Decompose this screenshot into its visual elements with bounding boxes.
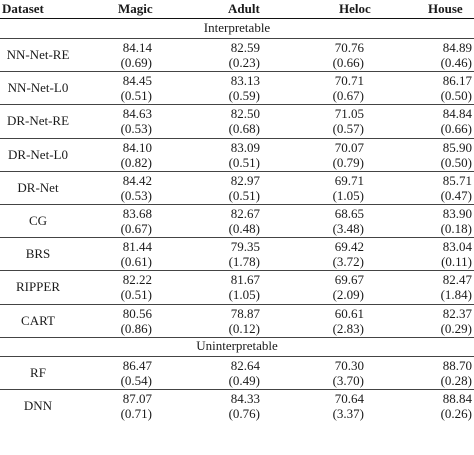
score-value: 82.47 — [442, 272, 472, 288]
score-value: 70.07 — [334, 139, 364, 155]
score-std: (0.46) — [440, 55, 472, 70]
score-value: 84.10 — [122, 139, 152, 155]
column-header: Dataset — [2, 1, 44, 16]
section-label: Uninterpretable — [196, 337, 278, 353]
score-value: 82.37 — [442, 305, 472, 321]
row-rule — [0, 270, 474, 271]
score-std: (2.83) — [332, 320, 364, 336]
score-std: (0.68) — [228, 121, 260, 137]
score-value: 88.70 — [442, 357, 472, 373]
score-std: (0.23) — [228, 55, 260, 70]
score-std: (0.61) — [120, 254, 152, 270]
score-std: (0.29) — [440, 320, 472, 336]
score-std: (0.67) — [332, 88, 364, 104]
score-value: 83.90 — [442, 206, 472, 221]
score-value: 82.22 — [122, 272, 152, 288]
score-std: (0.26) — [440, 406, 472, 421]
score-value: 70.71 — [334, 73, 364, 89]
column-header: Magic — [118, 1, 153, 16]
score-std: (0.76) — [228, 406, 260, 421]
score-std: (1.84) — [440, 287, 472, 303]
score-value: 80.56 — [122, 305, 152, 321]
model-name: CG — [28, 213, 48, 228]
column-header: Adult — [228, 1, 260, 16]
score-std: (3.48) — [332, 221, 364, 236]
section-rule — [0, 38, 474, 39]
score-value: 84.14 — [122, 40, 152, 55]
score-std: (0.18) — [440, 221, 472, 236]
score-std: (1.05) — [332, 187, 364, 203]
score-value: 82.64 — [230, 357, 260, 373]
score-value: 88.84 — [442, 391, 472, 406]
score-value: 70.76 — [334, 40, 364, 55]
score-value: 84.89 — [442, 40, 472, 55]
score-std: (3.37) — [332, 406, 364, 421]
score-std: (1.78) — [228, 254, 260, 270]
column-header: House — [428, 1, 463, 16]
score-std: (0.48) — [228, 221, 260, 236]
score-std: (0.51) — [228, 154, 260, 170]
model-name: RF — [30, 364, 46, 380]
score-value: 81.44 — [122, 239, 152, 255]
score-value: 84.45 — [122, 73, 152, 89]
score-std: (0.12) — [228, 320, 260, 336]
score-value: 83.04 — [442, 239, 472, 255]
score-value: 86.17 — [442, 73, 472, 89]
score-value: 82.59 — [230, 40, 260, 55]
score-std: (0.51) — [120, 287, 152, 303]
score-std: (0.71) — [120, 406, 152, 421]
score-value: 82.50 — [230, 106, 260, 122]
score-std: (0.59) — [228, 88, 260, 104]
score-value: 84.33 — [230, 391, 260, 406]
score-value: 69.42 — [334, 239, 364, 255]
score-value: 82.97 — [230, 172, 260, 188]
score-std: (0.67) — [120, 221, 152, 236]
score-std: (0.53) — [120, 187, 152, 203]
score-std: (0.53) — [120, 121, 152, 137]
score-value: 83.09 — [230, 139, 260, 155]
score-value: 79.35 — [230, 239, 260, 255]
score-std: (0.82) — [120, 154, 152, 170]
header-rule — [0, 18, 474, 19]
score-std: (1.05) — [228, 287, 260, 303]
model-name: DR-Net — [17, 179, 59, 195]
score-value: 71.05 — [334, 106, 364, 122]
score-value: 69.71 — [334, 172, 364, 188]
score-std: (0.28) — [440, 372, 472, 388]
score-std: (0.47) — [440, 187, 472, 203]
score-value: 82.67 — [230, 206, 260, 221]
row-rule — [0, 237, 474, 238]
score-value: 85.71 — [442, 172, 472, 188]
score-value: 84.84 — [442, 106, 472, 122]
model-name: DR-Net-L0 — [8, 146, 68, 162]
score-value: 60.61 — [334, 305, 364, 321]
section-rule — [0, 356, 474, 357]
model-name: CART — [21, 312, 55, 328]
score-std: (0.66) — [332, 55, 364, 70]
score-std: (0.50) — [440, 88, 472, 104]
score-std: (2.09) — [332, 287, 364, 303]
score-value: 78.87 — [230, 305, 260, 321]
model-name: DR-Net-RE — [6, 113, 70, 129]
section-label: Interpretable — [203, 20, 271, 35]
score-value: 68.65 — [334, 206, 364, 221]
score-value: 83.13 — [230, 73, 260, 89]
model-name: DNN — [23, 398, 53, 413]
score-std: (0.86) — [120, 320, 152, 336]
score-value: 70.64 — [334, 391, 364, 406]
row-rule — [0, 204, 474, 205]
model-name: BRS — [25, 246, 51, 262]
model-name: RIPPER — [15, 279, 61, 295]
model-name: NN-Net-RE — [6, 47, 70, 62]
model-name: NN-Net-L0 — [7, 80, 69, 96]
score-value: 84.63 — [122, 106, 152, 122]
score-std: (0.11) — [441, 254, 472, 270]
score-value: 81.67 — [230, 272, 260, 288]
score-value: 86.47 — [122, 357, 152, 373]
row-rule — [0, 71, 474, 72]
score-std: (0.51) — [228, 187, 260, 203]
score-value: 84.42 — [122, 172, 152, 188]
score-std: (0.50) — [440, 154, 472, 170]
score-std: (0.54) — [120, 372, 152, 388]
column-header: Heloc — [339, 1, 371, 16]
score-std: (0.66) — [440, 121, 472, 137]
score-std: (3.70) — [332, 372, 364, 388]
score-std: (0.49) — [228, 372, 260, 388]
row-rule — [0, 104, 474, 105]
score-value: 83.68 — [122, 206, 152, 221]
score-value: 70.30 — [334, 357, 364, 373]
score-value: 85.90 — [442, 139, 472, 155]
score-std: (0.57) — [332, 121, 364, 137]
score-std: (0.79) — [332, 154, 364, 170]
score-value: 69.67 — [334, 272, 364, 288]
score-std: (3.72) — [332, 254, 364, 270]
score-value: 87.07 — [122, 391, 152, 406]
row-rule — [0, 389, 474, 390]
score-std: (0.69) — [120, 55, 152, 70]
score-std: (0.51) — [120, 88, 152, 104]
